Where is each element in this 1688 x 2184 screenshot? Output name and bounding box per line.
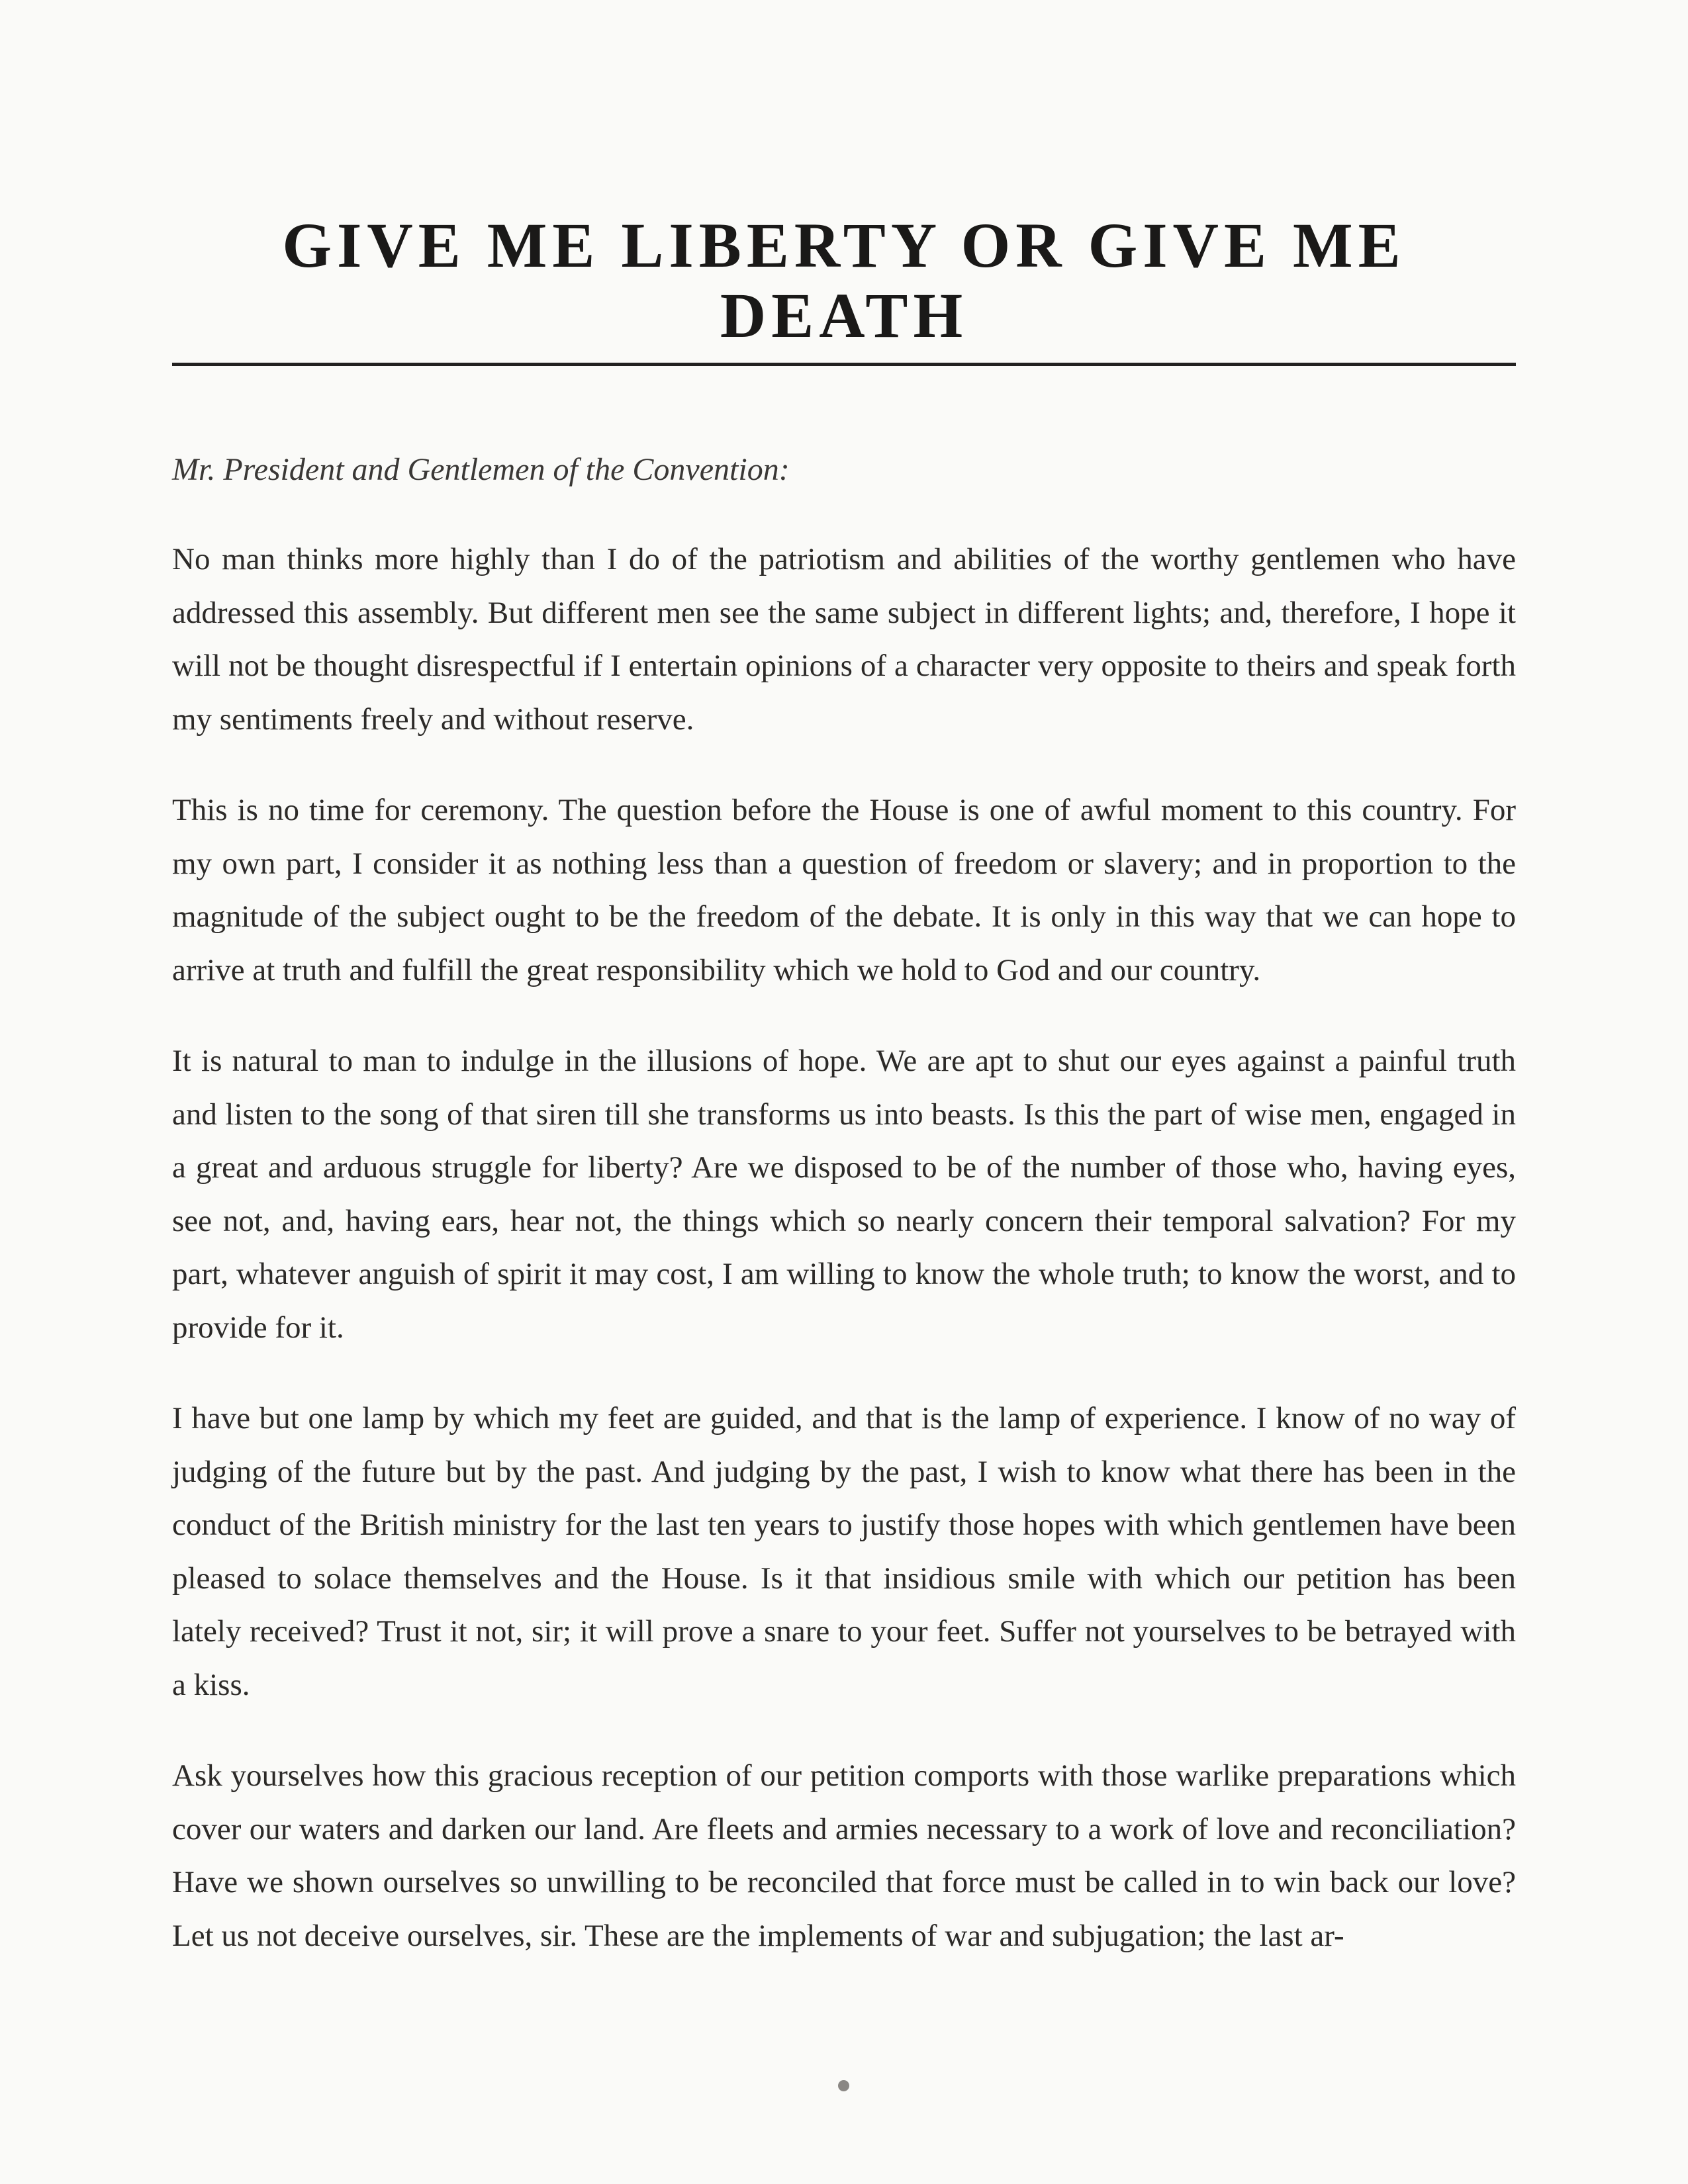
document-title: GIVE ME LIBERTY OR GIVE ME DEATH — [282, 210, 1406, 351]
paragraph-5: Ask yourselves how this gracious reception of our petition comports with those warlike preparations which cover our waters and darken our land. Are fleets and armies necessary to a work of love and reconciliation? Have we shown ourselves so unwilling to be reconciled that force must be called in to win back our love? Let us not deceive ourselves, sir. These are the implements of war and subjugation; the last ar- — [172, 1758, 1516, 1953]
page-marker-dot — [838, 2080, 849, 2091]
paragraph-1: No man thinks more highly than I do of the patriotism and abilities of the worthy gentlemen who have addressed this assembly. But different men see the same subject in different lights; and, therefore, I hope it will not be thought disrespectful if I entertain opinions of a character very opposite to theirs and speak forth my sentiments freely and without reserve. — [172, 542, 1516, 737]
paragraph-3: It is natural to man to indulge in the illusions of hope. We are apt to shut our eyes against a painful truth and listen to the song of that siren till she transforms us into beasts. Is this the part of wise men, engaged in a great and arduous struggle for liberty? Are we disposed to be of the number of those who, having eyes, see not, and, having ears, hear not, the things which so nearly concern their temporal salvation? For my part, whatever anguish of spirit it may cost, I am willing to know the whole truth; to know the worst, and to provide for it. — [172, 1044, 1516, 1345]
body-text — [172, 533, 1516, 2000]
paragraph-2: This is no time for ceremony. The question before the House is one of awful moment to this country. For my own part, I consider it as nothing less than a question of freedom or slavery; and in proportion to the magnitude of the subject ought to be the freedom of the debate. It is only in this way that we can hope to arrive at truth and fulfill the great responsibility which we hold to God and our country. — [172, 793, 1516, 987]
title-divider — [172, 363, 1516, 366]
paragraph-4: I have but one lamp by which my feet are guided, and that is the lamp of experience. I know of no way of judging of the future but by the past. And judging by the past, I wish to know what there has been in the conduct of the British ministry for the last ten years to justify those hopes with which gentlemen have been pleased to solace themselves and the House. Is it that insidious smile with which our petition has been lately received? Trust it not, sir; it will prove a snare to your feet. Suffer not yourselves to be betrayed with a kiss. — [172, 1401, 1516, 1702]
salutation: Mr. President and Gentlemen of the Convention: — [172, 452, 790, 487]
